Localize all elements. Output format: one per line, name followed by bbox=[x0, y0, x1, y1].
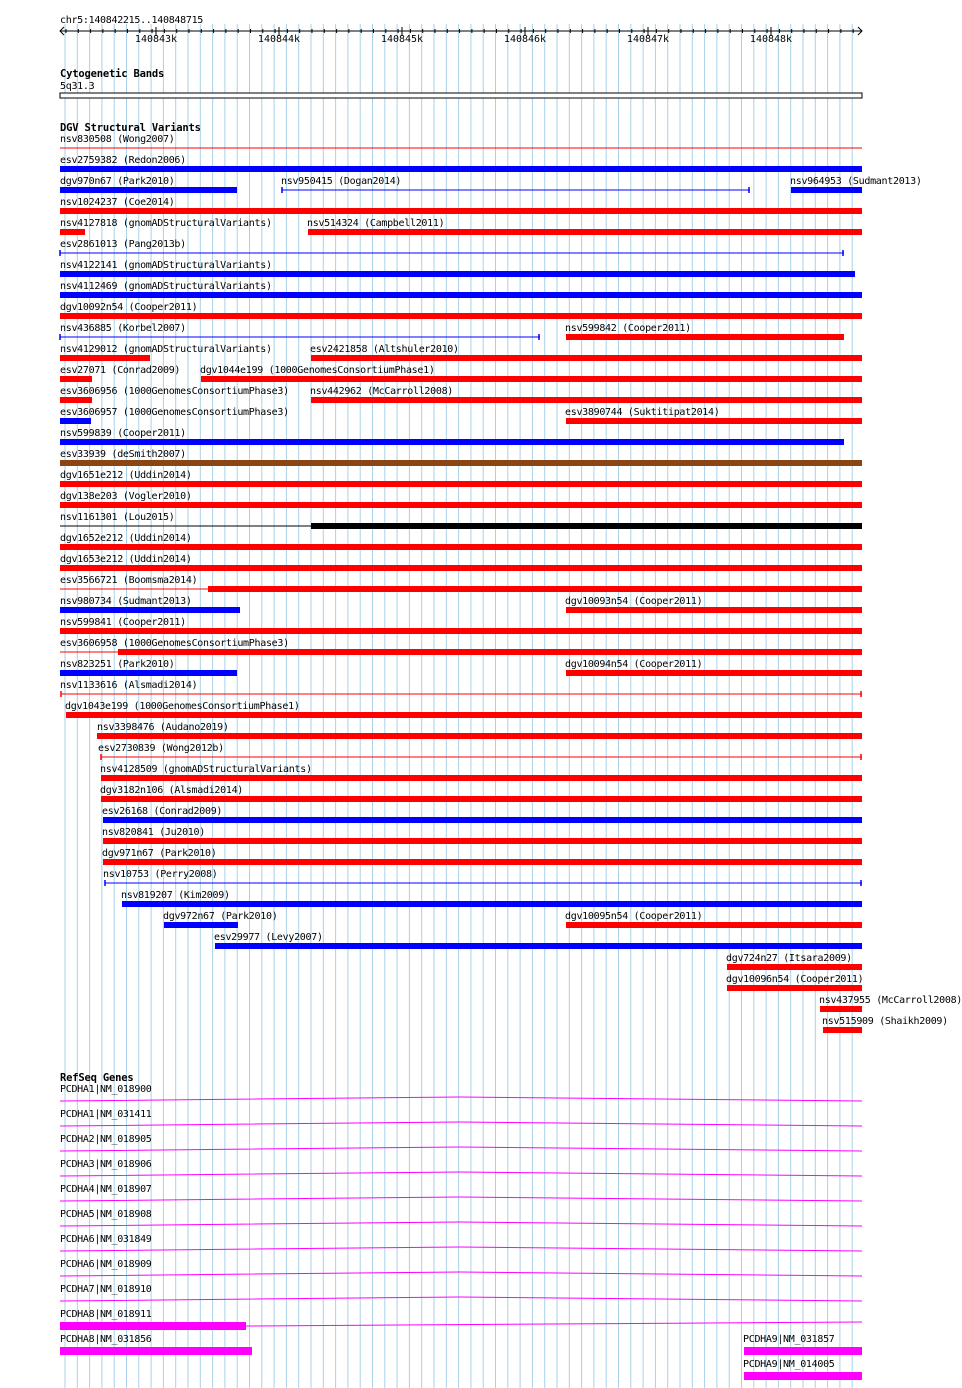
variant-label[interactable]: nsv599842 (Cooper2011) bbox=[565, 323, 691, 334]
variant-label[interactable]: dgv1652e212 (Uddin2014) bbox=[60, 533, 192, 544]
variant-label[interactable]: nsv980734 (Sudmant2013) bbox=[60, 596, 192, 607]
variant-bar[interactable] bbox=[103, 817, 862, 823]
variant-bar[interactable] bbox=[60, 670, 237, 676]
cytoband-5q31-3[interactable] bbox=[60, 93, 862, 98]
variant-bar[interactable] bbox=[566, 922, 862, 928]
variant-bar[interactable] bbox=[60, 313, 862, 319]
variant-label[interactable]: esv27071 (Conrad2009) bbox=[60, 365, 181, 376]
variant-bar[interactable] bbox=[60, 544, 862, 550]
variant-label[interactable]: nsv436885 (Korbel2007) bbox=[60, 323, 186, 334]
variant-bar[interactable] bbox=[60, 565, 862, 571]
variant-label[interactable]: nsv10753 (Perry2008) bbox=[103, 869, 218, 880]
variant-bar[interactable] bbox=[60, 460, 862, 466]
gene-label[interactable]: PCDHA8|NM_031856 bbox=[60, 1334, 152, 1345]
variant-bar[interactable] bbox=[311, 523, 862, 529]
variant-label[interactable]: dgv971n67 (Park2010) bbox=[102, 848, 217, 859]
variant-bar[interactable] bbox=[60, 481, 862, 487]
variant-bar[interactable] bbox=[791, 187, 862, 193]
variant-label[interactable]: nsv515909 (Shaikh2009) bbox=[822, 1016, 948, 1027]
variant-label[interactable]: nsv823251 (Park2010) bbox=[60, 659, 175, 670]
variant-bar[interactable] bbox=[820, 1006, 862, 1012]
ruler-title: chr5:140842215..140848715 bbox=[60, 15, 204, 26]
variant-bar[interactable] bbox=[60, 271, 855, 277]
variant-bar[interactable] bbox=[164, 922, 238, 928]
variant-label[interactable]: esv3606957 (1000GenomesConsortiumPhase3) bbox=[60, 407, 289, 418]
variant-bar[interactable] bbox=[60, 187, 237, 193]
variant-label[interactable]: nsv3398476 (Audano2019) bbox=[97, 722, 229, 733]
gene-label[interactable]: PCDHA5|NM_018908 bbox=[60, 1209, 152, 1220]
variant-bar[interactable] bbox=[566, 418, 862, 424]
variant-label[interactable]: dgv138e203 (Vogler2010) bbox=[60, 491, 192, 502]
variant-bar[interactable] bbox=[60, 628, 862, 634]
variant-label[interactable]: nsv4122141 (gnomADStructuralVariants) bbox=[60, 260, 272, 271]
variant-label[interactable]: esv3890744 (Suktitipat2014) bbox=[565, 407, 720, 418]
ruler-tick-label: 140844k bbox=[257, 34, 301, 45]
variant-label[interactable]: esv2730839 (Wong2012b) bbox=[98, 743, 224, 754]
gene-label[interactable]: PCDHA9|NM_014005 bbox=[743, 1359, 835, 1370]
variant-label[interactable]: dgv1044e199 (1000GenomesConsortiumPhase1) bbox=[200, 365, 435, 376]
gene-label[interactable]: PCDHA1|NM_018900 bbox=[60, 1084, 152, 1095]
variant-label[interactable]: dgv10096n54 (Cooper2011) bbox=[726, 974, 864, 985]
variant-label[interactable]: nsv1133616 (Alsmadi2014) bbox=[60, 680, 198, 691]
gene-label[interactable]: PCDHA4|NM_018907 bbox=[60, 1184, 152, 1195]
ruler-tick-label: 140847k bbox=[626, 34, 670, 45]
variant-bar[interactable] bbox=[103, 838, 862, 844]
gene-label[interactable]: PCDHA2|NM_018905 bbox=[60, 1134, 152, 1145]
gene-exon[interactable] bbox=[60, 1322, 246, 1330]
variant-bar[interactable] bbox=[727, 985, 862, 991]
variant-label[interactable]: esv2861013 (Pang2013b) bbox=[60, 239, 186, 250]
variant-bar[interactable] bbox=[60, 418, 91, 424]
gene-exon[interactable] bbox=[744, 1347, 862, 1355]
variant-label[interactable]: nsv599841 (Cooper2011) bbox=[60, 617, 186, 628]
variant-bar[interactable] bbox=[97, 733, 862, 739]
variant-label[interactable]: dgv972n67 (Park2010) bbox=[163, 911, 278, 922]
ruler-tick-label: 140846k bbox=[503, 34, 547, 45]
variant-label[interactable]: nsv514324 (Campbell2011) bbox=[307, 218, 445, 229]
gene-exon[interactable] bbox=[60, 1347, 252, 1355]
variant-bar[interactable] bbox=[215, 943, 862, 949]
ruler-tick-label: 140848k bbox=[749, 34, 793, 45]
variant-bar[interactable] bbox=[60, 376, 92, 382]
cytoband-track-title[interactable]: Cytogenetic Bands bbox=[60, 68, 165, 80]
variant-label[interactable]: nsv442962 (McCarroll2008) bbox=[310, 386, 454, 397]
variant-label[interactable]: dgv10093n54 (Cooper2011) bbox=[565, 596, 703, 607]
variant-label[interactable]: nsv4112469 (gnomADStructuralVariants) bbox=[60, 281, 272, 292]
variant-label[interactable]: nsv1161301 (Lou2015) bbox=[60, 512, 175, 523]
refseq-track-title[interactable]: RefSeq Genes bbox=[60, 1072, 134, 1084]
dgv-track-title[interactable]: DGV Structural Variants bbox=[60, 122, 201, 134]
variant-label[interactable]: dgv10094n54 (Cooper2011) bbox=[565, 659, 703, 670]
gene-exon[interactable] bbox=[744, 1372, 862, 1380]
variant-bar[interactable] bbox=[101, 796, 862, 802]
variant-label[interactable]: dgv3182n106 (Alsmadi2014) bbox=[100, 785, 244, 796]
variant-label[interactable]: dgv10095n54 (Cooper2011) bbox=[565, 911, 703, 922]
ruler-tick-label: 140843k bbox=[134, 34, 178, 45]
variant-label[interactable]: esv2421858 (Altshuler2010) bbox=[310, 344, 459, 355]
variant-label[interactable]: dgv1043e199 (1000GenomesConsortiumPhase1) bbox=[65, 701, 300, 712]
variant-label[interactable]: esv3566721 (Boomsma2014) bbox=[60, 575, 198, 586]
gene-label[interactable]: PCDHA7|NM_018910 bbox=[60, 1284, 152, 1295]
variant-label[interactable]: esv3606958 (1000GenomesConsortiumPhase3) bbox=[60, 638, 289, 649]
cytoband-label: 5q31.3 bbox=[60, 81, 95, 92]
variant-label[interactable]: dgv970n67 (Park2010) bbox=[60, 176, 175, 187]
variant-label[interactable]: dgv10092n54 (Cooper2011) bbox=[60, 302, 198, 313]
variant-bar[interactable] bbox=[103, 859, 862, 865]
variant-label[interactable]: nsv820841 (Ju2010) bbox=[102, 827, 205, 838]
variant-label[interactable]: esv33939 (deSmith2007) bbox=[60, 449, 186, 460]
variant-label[interactable]: dgv1651e212 (Uddin2014) bbox=[60, 470, 192, 481]
variant-bar[interactable] bbox=[101, 775, 862, 781]
variant-bar[interactable] bbox=[122, 901, 862, 907]
gene-label[interactable]: PCDHA9|NM_031857 bbox=[743, 1334, 835, 1345]
variant-bar[interactable] bbox=[60, 208, 862, 214]
variant-bar[interactable] bbox=[118, 649, 862, 655]
gene-label[interactable]: PCDHA6|NM_018909 bbox=[60, 1259, 152, 1270]
variant-bar[interactable] bbox=[60, 229, 85, 235]
variant-label[interactable]: nsv4127818 (gnomADStructuralVariants) bbox=[60, 218, 272, 229]
variant-bar[interactable] bbox=[311, 397, 862, 403]
variant-bar[interactable] bbox=[60, 292, 862, 298]
gene-label[interactable]: PCDHA3|NM_018906 bbox=[60, 1159, 152, 1170]
variant-label[interactable]: esv26168 (Conrad2009) bbox=[102, 806, 223, 817]
variant-bar[interactable] bbox=[201, 376, 862, 382]
variant-bar[interactable] bbox=[311, 355, 862, 361]
variant-bar[interactable] bbox=[60, 439, 844, 445]
gene-label[interactable]: PCDHA1|NM_031411 bbox=[60, 1109, 152, 1120]
variant-label[interactable]: dgv1653e212 (Uddin2014) bbox=[60, 554, 192, 565]
variant-bar[interactable] bbox=[566, 670, 862, 676]
variant-bar[interactable] bbox=[308, 229, 862, 235]
variant-label[interactable]: nsv599839 (Cooper2011) bbox=[60, 428, 186, 439]
variant-label[interactable]: nsv437955 (McCarroll2008) bbox=[819, 995, 962, 1006]
variant-bar[interactable] bbox=[60, 607, 240, 613]
variant-bar[interactable] bbox=[566, 607, 862, 613]
gene-label[interactable]: PCDHA6|NM_031849 bbox=[60, 1234, 152, 1245]
variant-label[interactable]: nsv819207 (Kim2009) bbox=[121, 890, 230, 901]
variant-label[interactable]: dgv724n27 (Itsara2009) bbox=[726, 953, 852, 964]
variant-bar[interactable] bbox=[60, 397, 92, 403]
variant-bar[interactable] bbox=[60, 502, 862, 508]
gene-intron-line bbox=[246, 1322, 862, 1326]
ruler-tick-label: 140845k bbox=[380, 34, 424, 45]
variant-label[interactable]: nsv1024237 (Coe2014) bbox=[60, 197, 175, 208]
variant-label[interactable]: esv29977 (Levy2007) bbox=[214, 932, 323, 943]
variant-bar[interactable] bbox=[566, 334, 844, 340]
variant-bar[interactable] bbox=[66, 712, 862, 718]
variant-label[interactable]: nsv4128509 (gnomADStructuralVariants) bbox=[100, 764, 312, 775]
variant-label[interactable]: esv2759382 (Redon2006) bbox=[60, 155, 186, 166]
variant-bar[interactable] bbox=[727, 964, 862, 970]
variant-label[interactable]: nsv950415 (Dogan2014) bbox=[281, 176, 402, 187]
variant-bar[interactable] bbox=[823, 1027, 862, 1033]
variant-bar[interactable] bbox=[60, 166, 862, 172]
variant-bar[interactable] bbox=[60, 355, 150, 361]
variant-label[interactable]: nsv830508 (Wong2007) bbox=[60, 134, 175, 145]
variant-label[interactable]: esv3606956 (1000GenomesConsortiumPhase3) bbox=[60, 386, 289, 397]
variant-label[interactable]: nsv4129012 (gnomADStructuralVariants) bbox=[60, 344, 272, 355]
gene-label[interactable]: PCDHA8|NM_018911 bbox=[60, 1309, 152, 1320]
variant-label[interactable]: nsv964953 (Sudmant2013) bbox=[790, 176, 922, 187]
variant-bar[interactable] bbox=[208, 586, 862, 592]
